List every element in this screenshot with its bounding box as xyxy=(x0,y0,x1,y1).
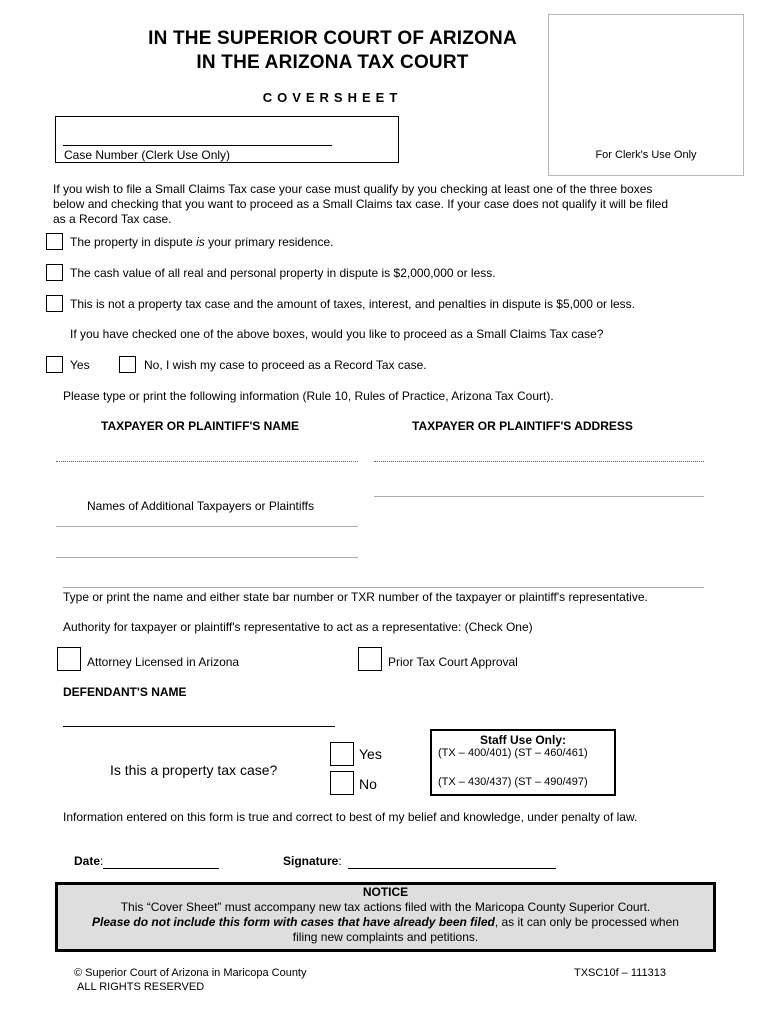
intro-line3: as a Record Tax case. xyxy=(53,212,172,226)
property-tax-no-label: No xyxy=(359,776,377,792)
type-instruction: Please type or print the following information (Rule 10, Rules of Practice, Arizona Tax Court). xyxy=(63,389,554,403)
primary-residence-checkbox[interactable] xyxy=(46,233,63,250)
signature-label: Signature xyxy=(283,854,339,868)
intro-line1: If you wish to file a Small Claims Tax case your case must qualify by you checking at least one of the three boxes xyxy=(53,182,653,196)
proceed-question: If you have checked one of the above boxes, would you like to proceed as a Small Claims Tax case? xyxy=(70,327,604,341)
staff-use-box xyxy=(430,729,616,796)
notice-line2: Please do not include this form with cases that have already been filed, as it can only be processed when xyxy=(92,915,679,929)
taxpayer-address-line1[interactable] xyxy=(374,461,704,462)
notice-line1: This “Cover Sheet” must accompany new tax actions filed with the Maricopa County Superior Court. xyxy=(120,900,651,914)
proceed-yes-checkbox[interactable] xyxy=(46,356,63,373)
cash-value-label: The cash value of all real and personal property in dispute is $2,000,000 or less. xyxy=(70,266,496,280)
court-title-line2: IN THE ARIZONA TAX COURT xyxy=(196,52,469,73)
coversheet-label: COVERSHEET xyxy=(262,90,403,105)
notice-line3: filing new complaints and petitions. xyxy=(292,930,479,944)
signature-field: Signature: xyxy=(283,854,556,869)
proceed-no-label: No, I wish my case to proceed as a Record Tax case. xyxy=(144,358,427,372)
attorney-licensed-label: Attorney Licensed in Arizona xyxy=(87,655,240,669)
proceed-no-checkbox[interactable] xyxy=(119,356,136,373)
non-property-tax-label: This is not a property tax case and the amount of taxes, interest, and penalties in dispute is $5,000 or less. xyxy=(70,297,635,311)
attestation-statement: Information entered on this form is true and correct to best of my belief and knowledge, under penalty of law. xyxy=(63,810,638,824)
copyright-notice: © Superior Court of Arizona in Maricopa County xyxy=(74,967,307,979)
taxpayer-name-header: TAXPAYER OR PLAINTIFF'S NAME xyxy=(101,419,299,433)
intro-line2: below and checking that you want to proceed as a Small Claims tax case. If your case does not qualify it will be filed xyxy=(53,197,668,211)
case-number-box xyxy=(55,116,399,163)
staff-code-line2: (TX – 430/437) (ST – 490/497) xyxy=(438,776,588,788)
clerk-use-label: For Clerk's Use Only xyxy=(595,149,697,161)
representative-instruction: Type or print the name and either state bar number or TXR number of the taxpayer or plaintiff's representative. xyxy=(63,590,648,604)
additional-taxpayers-label: Names of Additional Taxpayers or Plaintiffs xyxy=(87,499,315,513)
staff-code-line1: (TX – 400/401) (ST – 460/461) xyxy=(438,747,588,759)
taxpayer-address-line2[interactable] xyxy=(374,496,704,497)
additional-taxpayer-line2[interactable] xyxy=(56,557,358,558)
date-field: Date: xyxy=(74,854,219,869)
primary-residence-label: The property in dispute is your primary residence. xyxy=(70,235,334,249)
taxpayer-name-line[interactable] xyxy=(56,461,358,462)
notice-title: NOTICE xyxy=(362,885,409,899)
clerk-use-box xyxy=(548,14,744,176)
proceed-yes-label: Yes xyxy=(70,358,90,372)
representative-line[interactable] xyxy=(63,587,704,588)
signature-line[interactable] xyxy=(348,854,556,869)
attorney-licensed-checkbox[interactable] xyxy=(57,647,81,671)
property-tax-question: Is this a property tax case? xyxy=(110,762,278,778)
form-id: TXSC10f – 111313 xyxy=(574,967,666,979)
property-tax-yes-checkbox[interactable] xyxy=(330,742,354,766)
non-property-tax-checkbox[interactable] xyxy=(46,295,63,312)
case-number-line[interactable] xyxy=(63,145,332,146)
prior-approval-checkbox[interactable] xyxy=(358,647,382,671)
additional-taxpayer-line1[interactable] xyxy=(56,526,358,527)
notice-box xyxy=(55,882,716,952)
prior-approval-label: Prior Tax Court Approval xyxy=(388,655,518,669)
date-label: Date xyxy=(74,854,101,868)
property-tax-yes-label: Yes xyxy=(359,746,382,762)
date-line[interactable] xyxy=(103,854,219,869)
defendant-name-label: DEFENDANT'S NAME xyxy=(63,685,187,699)
staff-use-title: Staff Use Only: xyxy=(479,733,566,747)
property-tax-no-checkbox[interactable] xyxy=(330,771,354,795)
cash-value-checkbox[interactable] xyxy=(46,264,63,281)
court-title-line1: IN THE SUPERIOR COURT OF ARIZONA xyxy=(148,28,517,49)
rights-reserved: ALL RIGHTS RESERVED xyxy=(77,981,205,993)
case-number-label: Case Number (Clerk Use Only) xyxy=(64,148,231,162)
authority-label: Authority for taxpayer or plaintiff's representative to act as a representative: (Check One) xyxy=(63,620,533,634)
taxpayer-address-header: TAXPAYER OR PLAINTIFF'S ADDRESS xyxy=(412,419,633,433)
defendant-name-line[interactable] xyxy=(63,726,335,727)
